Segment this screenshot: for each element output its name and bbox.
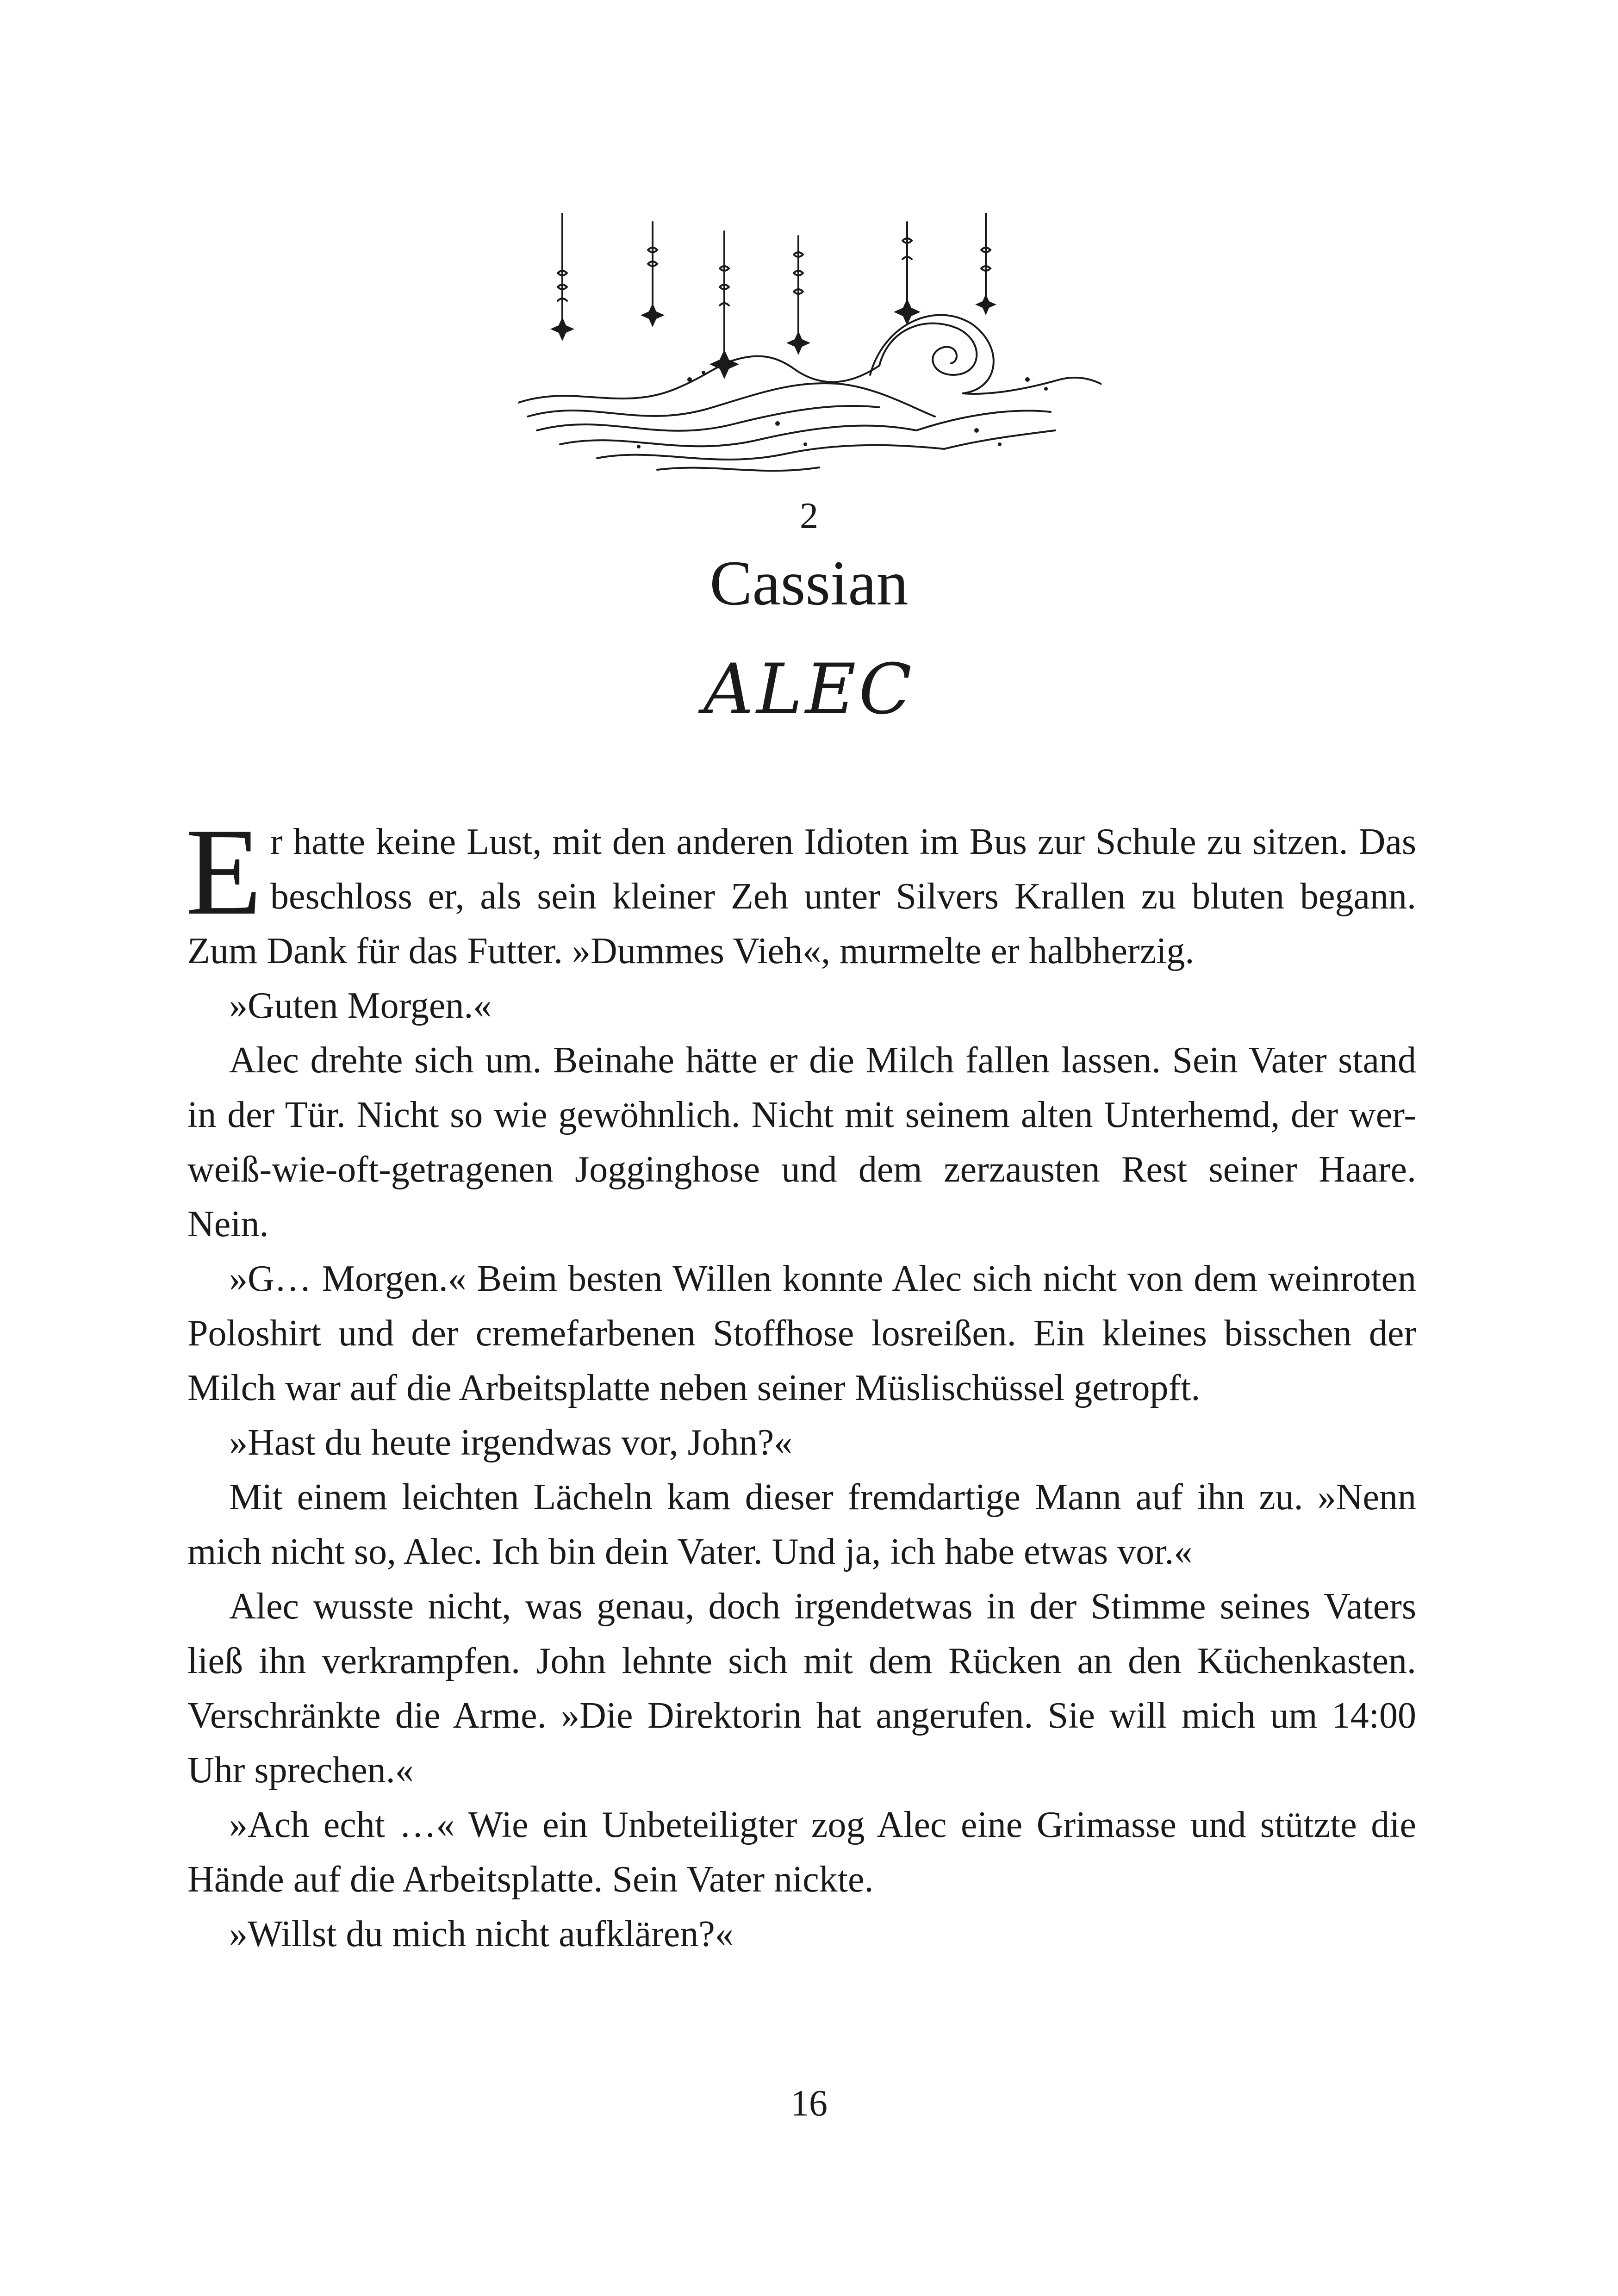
paragraph: »G… Morgen.« Beim besten Willen konnte Alec sich nicht von dem weinroten Poloshirt und der cremefarbenen Stoffhose losreißen. Ein kleines bisschen der Milch war auf die Arbeitsplatte neben seiner Müslischüssel getropft. <box>187 1258 1416 1408</box>
chapter-body-text <box>186 803 1416 1961</box>
chapter-number: 2 <box>800 496 818 536</box>
hanging-stars-and-wave-ornament <box>518 213 1101 491</box>
chapter-title: Cassian <box>709 548 909 618</box>
page-number: 16 <box>790 2083 828 2124</box>
paragraph: »Guten Morgen.« <box>229 985 492 1026</box>
pov-character-name: ALEC <box>703 649 915 730</box>
paragraph: »Ach echt …« Wie ein Unbeteiligter zog Alec eine Grimasse und stützte die Hände auf die Arbeitsplatte. Sein Vater nickte. <box>187 1804 1416 1900</box>
paragraph: Er hatte keine Lust, mit den anderen Idioten im Bus zur Schule zu sitzen. Das beschloss er, als sein kleiner Zeh unter Silvers Krallen zu bluten begann. Zum Dank für das Futter. »Dummes Vieh«, murmelte er halbherzig. <box>186 803 1416 971</box>
paragraph: Alec drehte sich um. Beinahe hätte er die Milch fallen lassen. Sein Vater stand in der Tür. Nicht so wie gewöhnlich. Nicht mit seinem alten Unterhemd, der wer-weiß-wie-oft-getragenen Jogginghose und dem zerzausten Rest seiner Haare. Nein. <box>187 1040 1416 1244</box>
paragraph: Alec wusste nicht, was genau, doch irgendetwas in der Stimme seines Vaters ließ ihn verkrampfen. John lehnte sich mit dem Rücken an den Küchenkasten. Verschränkte die Arme. »Die Direktorin hat angerufen. Sie will mich um 14:00 Uhr sprechen.« <box>187 1586 1416 1791</box>
paragraph: Mit einem leichten Lächeln kam dieser fremdartige Mann auf ihn zu. »Nenn mich nicht so, Alec. Ich bin dein Vater. Und ja, ich habe etwas vor.« <box>187 1477 1416 1572</box>
drop-cap: E <box>186 803 262 941</box>
paragraph: »Willst du mich nicht aufklären?« <box>229 1914 734 1954</box>
paragraph: »Hast du heute irgendwas vor, John?« <box>229 1422 793 1463</box>
